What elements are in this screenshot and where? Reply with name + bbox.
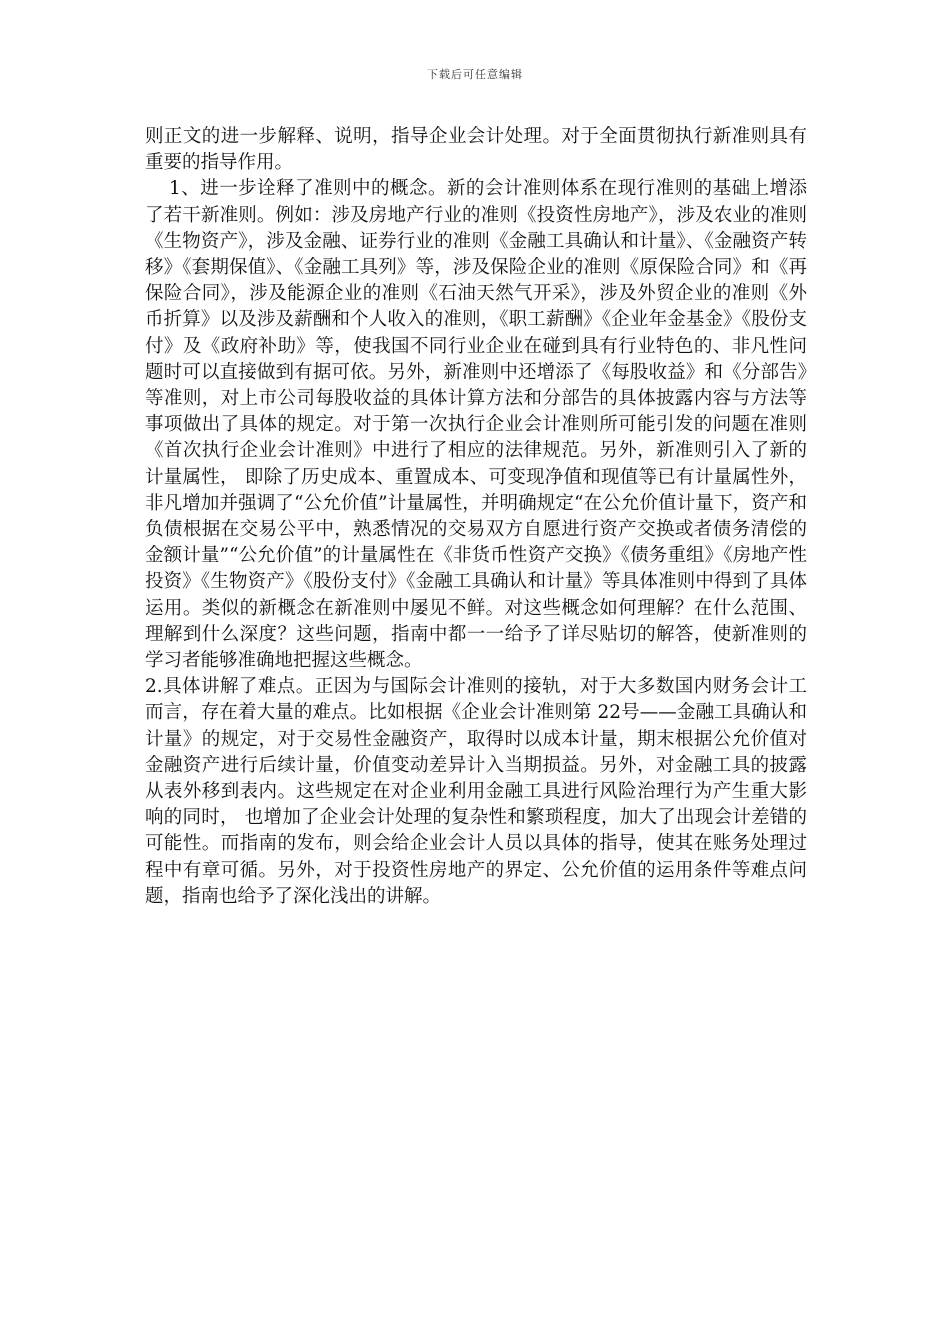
paragraph-intro: 则正文的进一步解释、说明，指导企业会计处理。对于全面贯彻执行新准则具有重要的指导作用。 (145, 126, 807, 174)
paragraph-concepts: 1、进一步诠释了准则中的概念。新的会计准则体系在现行准则的基础上增添了若干新准则。例如：涉及房地产行业的准则《投资性房地产》，涉及农业的准则《生物资产》，涉及金融、证券行业的准则《金融工具确认和计量》、《金融资产转移》《套期保值》、《金融工具列》等，涉及保险企业的准则《原保险合同》和《再保险合同》，涉及能源企业的准则《石油天然气开采》，涉及外贸企业的准则《外币折算》以及涉及薪酬和个人收入的准则，《职工薪酬》《企业年金基金》《股份支付》及《政府补助》等，使我国不同行业企业在碰到具有行业特色的、非凡性问题时可以直接做到有据可依。另外，新准则中还增添了《每股收益》和《分部告》等准则，对上市公司每股收益的具体计算方法和分部告的具体披露内容与方法等事项做出了具体的规定。对于第一次执行企业会计准则所可能引发的问题在准则《首次执行企业会计准则》中进行了相应的法律规范。另外，新准则引入了新的计量属性， 即除了历史成本、重置成本、可变现净值和现值等已有计量属性外，非凡增加并强调了“公允价值”计量属性，并明确规定“在公允价值计量下，资产和负债根据在交易公平中，熟悉情况的交易双方自愿进行资产交换或者债务清偿的金额计量”“公允价值”的计量属性在《非货币性资产交换》《债务重组》《房地产性投资》《生物资产》《股份支付》《金融工具确认和计量》等具体准则中得到了具体运用。类似的新概念在新准则中屡见不鲜。对这些概念如何理解？在什么范围、理解到什么深度？这些问题，指南中都一一给予了详尽贴切的解答，使新准则的学习者能够准确地把握这些概念。 (145, 178, 807, 672)
paragraph-difficulties: 2.具体讲解了难点。正因为与国际会计准则的接轨，对于大多数国内财务会计工而言，存在着大量的难点。比如根据《企业会计准则第 22号——金融工具确认和计量》的规定，对于交易性金融资产，取得时以成本计量，期末根据公允价值对金融资产进行后续计量，价值变动差异计入当期损益。另外，对金融工具的披露从表外移到表内。这些规定在对企业利用金融工具进行风险治理行为产生重大影响的同时， 也增加了企业会计处理的复杂性和繁琐程度，加大了出现会计差错的可能性。而指南的发布，则会给企业会计人员以具体的指导，使其在账务处理过程中有章可循。另外，对于投资性房地产的界定、公允价值的运用条件等难点问题，指南也给予了深化浅出的讲解。 (145, 676, 807, 907)
page-header: 下载后可任意编辑 (427, 68, 523, 81)
document-body (145, 124, 807, 910)
